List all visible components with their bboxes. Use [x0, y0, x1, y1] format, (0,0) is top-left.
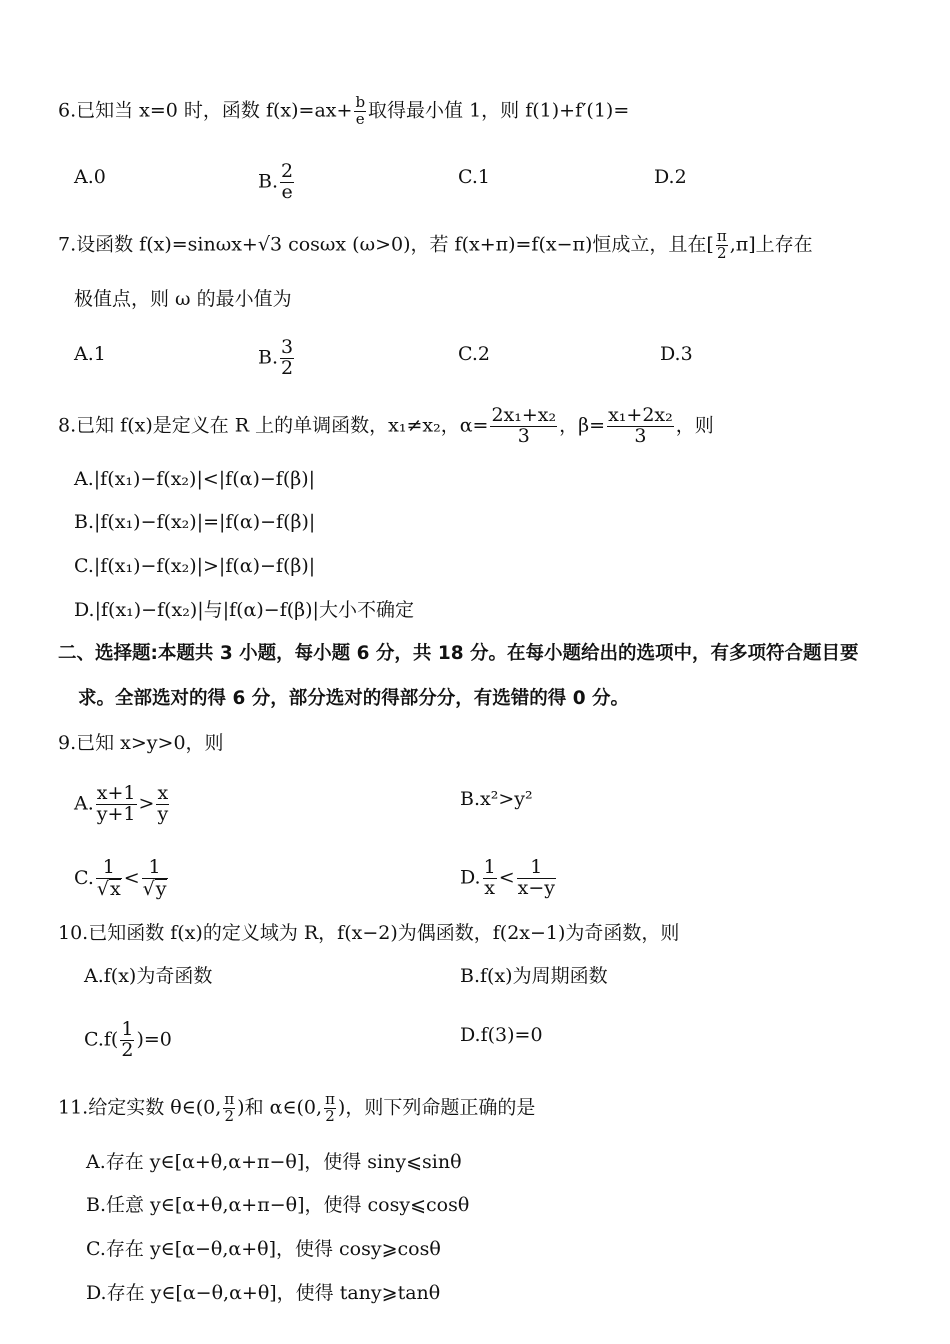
- q7-option-c: C.2: [458, 343, 490, 365]
- q8-option-d: D.|f(x₁)−f(x₂)|与|f(α)−f(β)|大小不确定: [74, 599, 414, 621]
- q9-option-b: B.x²>y²: [460, 788, 533, 810]
- q6-option-d: D.2: [654, 166, 687, 188]
- q6-stem: 6.已知当 x=0 时，函数 f(x)=ax+ $\frac{b}{e}$ 取得最小值 1，则 f(1)+f′(1)=: [58, 93, 630, 128]
- q10-option-c: C.f( $\frac{1}{2}$ )=0: [84, 1018, 172, 1061]
- q10-option-a: A.f(x)为奇函数: [84, 965, 213, 987]
- q7-option-d: D.3: [660, 343, 693, 365]
- q6-option-b: B. $\frac{2}{e}$: [258, 160, 294, 203]
- q11-option-c: C.存在 y∈[α−θ,α+θ]，使得 cosy⩾cosθ: [86, 1238, 441, 1260]
- q7-stem: 7.设函数 f(x)=sinωx+√3 cosωx (ω>0)，若 f(x+π)=f(x−π)恒成立，且在[ $\frac{\pi}{2}$ ,π]上存在: [58, 227, 813, 262]
- q7-stem-line2: 极值点，则 ω 的最小值为: [74, 288, 292, 310]
- q8-option-c: C.|f(x₁)−f(x₂)|>|f(α)−f(β)|: [74, 555, 316, 577]
- q6-fraction: $\frac{b}{e}$: [355, 93, 366, 128]
- q9-d-fraction-right: $\frac{1}{x-y}$: [517, 856, 555, 899]
- q9-option-c: C. $\frac{1}{√x}$ < $\frac{1}{√y}$: [74, 856, 167, 900]
- q7-option-b-fraction: $\frac{3}{2}$: [281, 336, 294, 379]
- q10-stem: 10.已知函数 f(x)的定义域为 R，f(x−2)为偶函数，f(2x−1)为奇函数，则: [58, 922, 680, 944]
- q10-c-fraction: $\frac{1}{2}$: [121, 1018, 134, 1061]
- q9-c-fraction-right: $\frac{1}{√y}$: [142, 856, 167, 900]
- q9-option-d: D. $\frac{1}{x}$ < $\frac{1}{x-y}$: [460, 856, 555, 899]
- q6-option-b-fraction: $\frac{2}{e}$: [281, 160, 294, 203]
- q7-fraction: $\frac{\pi}{2}$: [716, 227, 727, 262]
- q7-option-a: A.1: [74, 343, 106, 365]
- q9-d-fraction-left: $\frac{1}{x}$: [483, 856, 496, 899]
- q11-option-a: A.存在 y∈[α+θ,α+π−θ]，使得 siny⩽sinθ: [86, 1151, 462, 1173]
- section2-instructions-line2: 求。全部选对的得 6 分，部分选对的得部分分，有选错的得 0 分。: [78, 688, 630, 709]
- q9-c-fraction-left: $\frac{1}{√x}$: [96, 856, 121, 900]
- q8-alpha-fraction: $\frac{\text{2x₁+x₂}}{3}$: [491, 404, 557, 447]
- q9-a-fraction-right: $\frac{x}{y}$: [157, 782, 169, 825]
- q9-stem: 9.已知 x>y>0，则: [58, 732, 224, 754]
- q10-option-d: D.f(3)=0: [460, 1024, 543, 1046]
- q7-option-b: B. $\frac{3}{2}$: [258, 336, 294, 379]
- section2-instructions-line1: 二、选择题:本题共 3 小题，每小题 6 分，共 18 分。在每小题给出的选项中，有多项符合题目要: [58, 643, 859, 664]
- q8-option-a: A.|f(x₁)−f(x₂)|<|f(α)−f(β)|: [74, 468, 316, 490]
- q11-alpha-fraction: $\frac{\pi}{2}$: [325, 1090, 335, 1125]
- q8-option-b: B.|f(x₁)−f(x₂)|=|f(α)−f(β)|: [74, 511, 316, 533]
- sqrt-sign: √: [96, 877, 110, 900]
- sqrt-sign: √: [142, 877, 155, 900]
- q6-option-c: C.1: [458, 166, 490, 188]
- q8-stem: 8.已知 f(x)是定义在 R 上的单调函数，x₁≠x₂，α= $\frac{\text{2x₁+x₂}}{3}$ ，β= $\frac{\text{x₁+2x₂}}{3}$ ，则: [58, 404, 714, 447]
- q9-a-fraction-left: $\frac{x+1}{y+1}$: [96, 782, 136, 825]
- q8-beta-fraction: $\frac{\text{x₁+2x₂}}{3}$: [608, 404, 673, 447]
- q11-stem: 11.给定实数 θ∈(0, $\frac{\pi}{2}$ )和 α∈(0, $\frac{\pi}{2}$ )，则下列命题正确的是: [58, 1090, 536, 1125]
- q11-option-d: D.存在 y∈[α−θ,α+θ]，使得 tany⩾tanθ: [86, 1282, 441, 1304]
- q6-option-a: A.0: [74, 166, 106, 188]
- q11-option-b: B.任意 y∈[α+θ,α+π−θ]，使得 cosy⩽cosθ: [86, 1194, 470, 1216]
- q11-theta-fraction: $\frac{\pi}{2}$: [224, 1090, 235, 1125]
- q9-option-a: A. $\frac{x+1}{y+1}$ > $\frac{x}{y}$: [74, 782, 169, 825]
- q10-option-b: B.f(x)为周期函数: [460, 965, 608, 987]
